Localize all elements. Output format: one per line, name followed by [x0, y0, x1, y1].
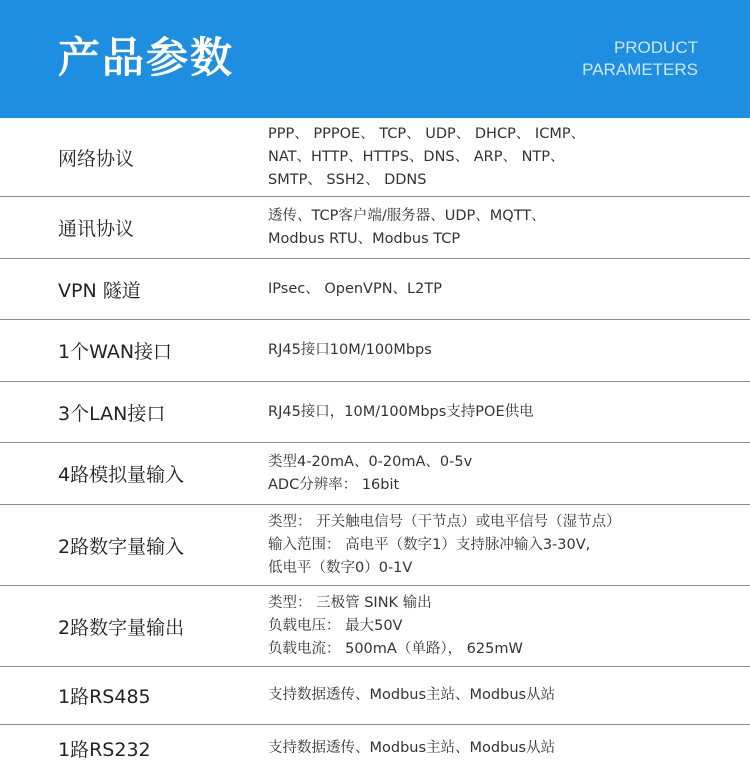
param-value-line: NAT、HTTP、HTTPS、DNS、 ARP、 NTP、	[268, 148, 565, 165]
param-name: 2路数字量输入	[58, 535, 185, 558]
table-row	[0, 443, 750, 505]
param-name: 通讯协议	[58, 218, 135, 240]
param-value-line: 类型4-20mA、0-20mA、0-5v	[268, 453, 473, 470]
param-value	[268, 259, 730, 319]
param-value-line: RJ45接口10M/100Mbps	[268, 342, 432, 358]
param-value-line: 透传、TCP客户端/服务器、UDP、MQTT、	[268, 207, 546, 224]
param-name: 3个LAN接口	[58, 402, 166, 425]
param-value-line: Modbus RTU、Modbus TCP	[268, 230, 461, 247]
param-value	[268, 667, 730, 724]
table-row	[0, 382, 750, 443]
page-subtitle-line-1: PRODUCT	[613, 38, 698, 57]
page-subtitle	[582, 37, 698, 81]
table-row	[0, 586, 750, 667]
param-value	[268, 505, 730, 585]
param-name: 1路RS485	[58, 686, 151, 708]
param-name: 1个WAN接口	[58, 341, 173, 363]
param-value-line: ADC分辨率： 16bit	[268, 476, 400, 493]
param-value	[268, 197, 730, 258]
param-name: 1路RS232	[58, 738, 151, 761]
table-row	[0, 667, 750, 725]
param-value	[268, 443, 730, 504]
param-name: 4路模拟量输入	[58, 464, 185, 486]
page-subtitle-line-2: PARAMETERS	[582, 60, 698, 79]
param-value	[268, 382, 730, 442]
param-value-line: 低电平（数字0）0-1V	[268, 559, 413, 576]
header-banner	[0, 0, 750, 118]
param-value-line: 类型： 开关触电信号（干节点）或电平信号（湿节点）	[268, 513, 621, 530]
param-name: 2路数字量输出	[58, 616, 185, 639]
table-row	[0, 197, 750, 259]
table-row	[0, 259, 750, 320]
page-title: 产品参数	[58, 33, 235, 82]
param-value-line: SMTP、 SSH2、 DDNS	[268, 171, 427, 188]
param-value-line: IPsec、 OpenVPN、L2TP	[268, 280, 442, 297]
table-row	[0, 118, 750, 197]
param-value-line: 负载电流： 500mA（单路）， 625mW	[268, 640, 523, 657]
param-value-line: 支持数据透传、Modbus主站、Modbus从站	[268, 687, 556, 703]
table-row	[0, 320, 750, 382]
param-value	[268, 586, 730, 666]
param-value-line: 支持数据透传、Modbus主站、Modbus从站	[268, 739, 556, 756]
param-value	[268, 320, 730, 381]
param-name: 网络协议	[58, 147, 135, 170]
param-value-line: PPP、 PPPOE、 TCP、 UDP、 DHCP、 ICMP、	[268, 125, 586, 142]
param-value-line: 负载电压： 最大50V	[268, 617, 403, 634]
param-value-line: 输入范围： 高电平（数字1）支持脉冲输入3-30V,	[268, 536, 591, 553]
param-value-line: 类型： 三极管 SINK 输出	[268, 594, 432, 611]
param-name: VPN 隧道	[58, 279, 141, 302]
table-row	[0, 725, 750, 771]
param-value	[268, 725, 730, 771]
param-value-line: RJ45接口，10M/100Mbps支持POE供电	[268, 403, 534, 420]
table-row	[0, 505, 750, 586]
param-value	[268, 118, 730, 196]
